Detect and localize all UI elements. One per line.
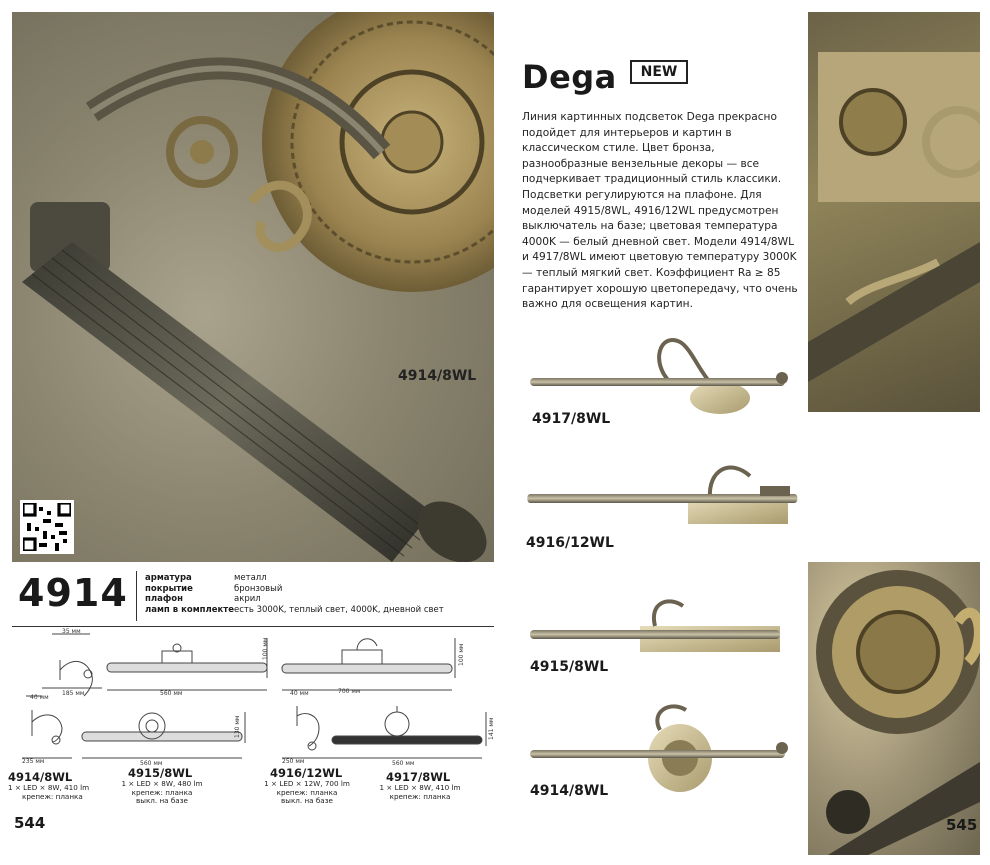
dim-label: 185 мм: [62, 690, 85, 697]
spec-key: плафон: [145, 594, 183, 605]
lamp-4914-illustration: [530, 706, 788, 792]
product-photo-detail-bottom: [808, 562, 980, 855]
product-caption: [8, 770, 118, 801]
lamp-label: 4917/8WL: [532, 411, 611, 427]
dim-label: 100 мм: [458, 643, 465, 666]
spec-key: покрытие: [145, 583, 193, 594]
product-spec-line: выкл. на базе: [136, 796, 188, 805]
spec-key: арматура: [145, 573, 192, 583]
dim-label: 130 мм: [234, 715, 241, 738]
page-number-right: 545: [946, 816, 978, 834]
lamp-4915-illustration: [530, 601, 780, 652]
spec-divider: [136, 571, 137, 621]
collection-title: Dega: [522, 58, 617, 96]
spec-value: акрил: [234, 594, 261, 605]
product-spec-line: крепеж: планка: [22, 791, 83, 801]
lamp-lineup: [520, 330, 805, 800]
product-name: 4915/8WL: [128, 766, 193, 780]
product-spec-line: 1 × LED × 8W, 410 lm: [379, 783, 461, 792]
collection-description: Линия картинных подсветок Dega прекрасно подойдет для интерьеров и картин в классическом стиле. Цвет бронза, разнообразные вензельные декоры — все подчеркивает традиционный стиль классики. Подсветки регулируются на плафоне. Для моделей 4915/8WL, 4916/12WL предусмотрен выключатель на базе; цветовая температура 4000K — белый дневной свет. Модели 4914/8WL и 4917/8WL имеют цветовую температуру 3000K — теплый мягкий свет. Коэффициент Ra ≥ 85 гарантирует хорошую цветопередачу, что очень важно для освещения картин.: [522, 111, 798, 311]
lamp-label: 4914/8WL: [530, 783, 609, 799]
dim-label: 560 мм: [160, 690, 183, 697]
product-name: 4916/12WL: [270, 766, 343, 780]
product-spec-line: крепеж: планка: [389, 791, 451, 801]
qr-pattern-icon: [23, 503, 71, 551]
product-caption: [256, 766, 358, 806]
spec-value: металл: [234, 573, 267, 583]
product-caption: [370, 770, 470, 801]
page-number-left: 544: [14, 814, 46, 832]
lamp-label: 4915/8WL: [530, 659, 609, 675]
product-spec-line: крепеж: планка: [276, 787, 338, 797]
product-spec-line: 1 × LED × 12W, 700 lm: [264, 779, 350, 788]
dim-label: 250 мм: [282, 758, 305, 765]
lamp-4916-illustration: [527, 467, 797, 524]
product-photo-main: [12, 12, 494, 562]
dim-label: 40 мм: [290, 690, 309, 697]
product-caption: [112, 766, 212, 806]
spec-values: [234, 573, 444, 615]
dim-label: 40 мм: [30, 694, 49, 701]
product-name: 4914/8WL: [8, 770, 73, 784]
product-spec-line: выкл. на базе: [281, 796, 333, 805]
spec-keys: [145, 573, 234, 615]
lamp-detail-illustration: [808, 12, 980, 412]
photo-model-label: 4914/8WL: [398, 368, 477, 384]
product-photo-detail-top: [808, 12, 980, 412]
spec-key: ламп в комплекте: [145, 604, 234, 615]
product-spec-line: 1 × LED × 8W, 410 lm: [8, 783, 90, 792]
dim-label: 700 мм: [338, 688, 361, 695]
spec-value: есть 3000K, теплый свет, 4000K, дневной свет: [234, 604, 444, 615]
dim-label: 560 мм: [392, 760, 415, 767]
dim-label: 35 мм: [62, 628, 81, 635]
lamp-closeup-illustration: [12, 12, 494, 562]
spec-value: бронзовый: [234, 583, 283, 594]
lamp-label: 4916/12WL: [526, 535, 614, 551]
section-divider: [12, 626, 494, 627]
dim-label: 560 мм: [140, 760, 163, 767]
product-spec-line: крепеж: планка: [131, 787, 193, 797]
dim-label: 141 мм: [488, 717, 495, 740]
qr-code: [20, 500, 74, 554]
dim-label: 235 мм: [22, 758, 45, 765]
product-name: 4917/8WL: [386, 770, 451, 784]
rose-detail-illustration: [808, 562, 980, 855]
dim-label: 100 мм: [262, 637, 269, 660]
product-spec-line: 1 × LED × 8W, 480 lm: [121, 779, 203, 788]
new-badge: NEW: [630, 60, 688, 84]
lamp-4917-illustration: [530, 340, 788, 414]
model-number: 4914: [18, 571, 128, 615]
